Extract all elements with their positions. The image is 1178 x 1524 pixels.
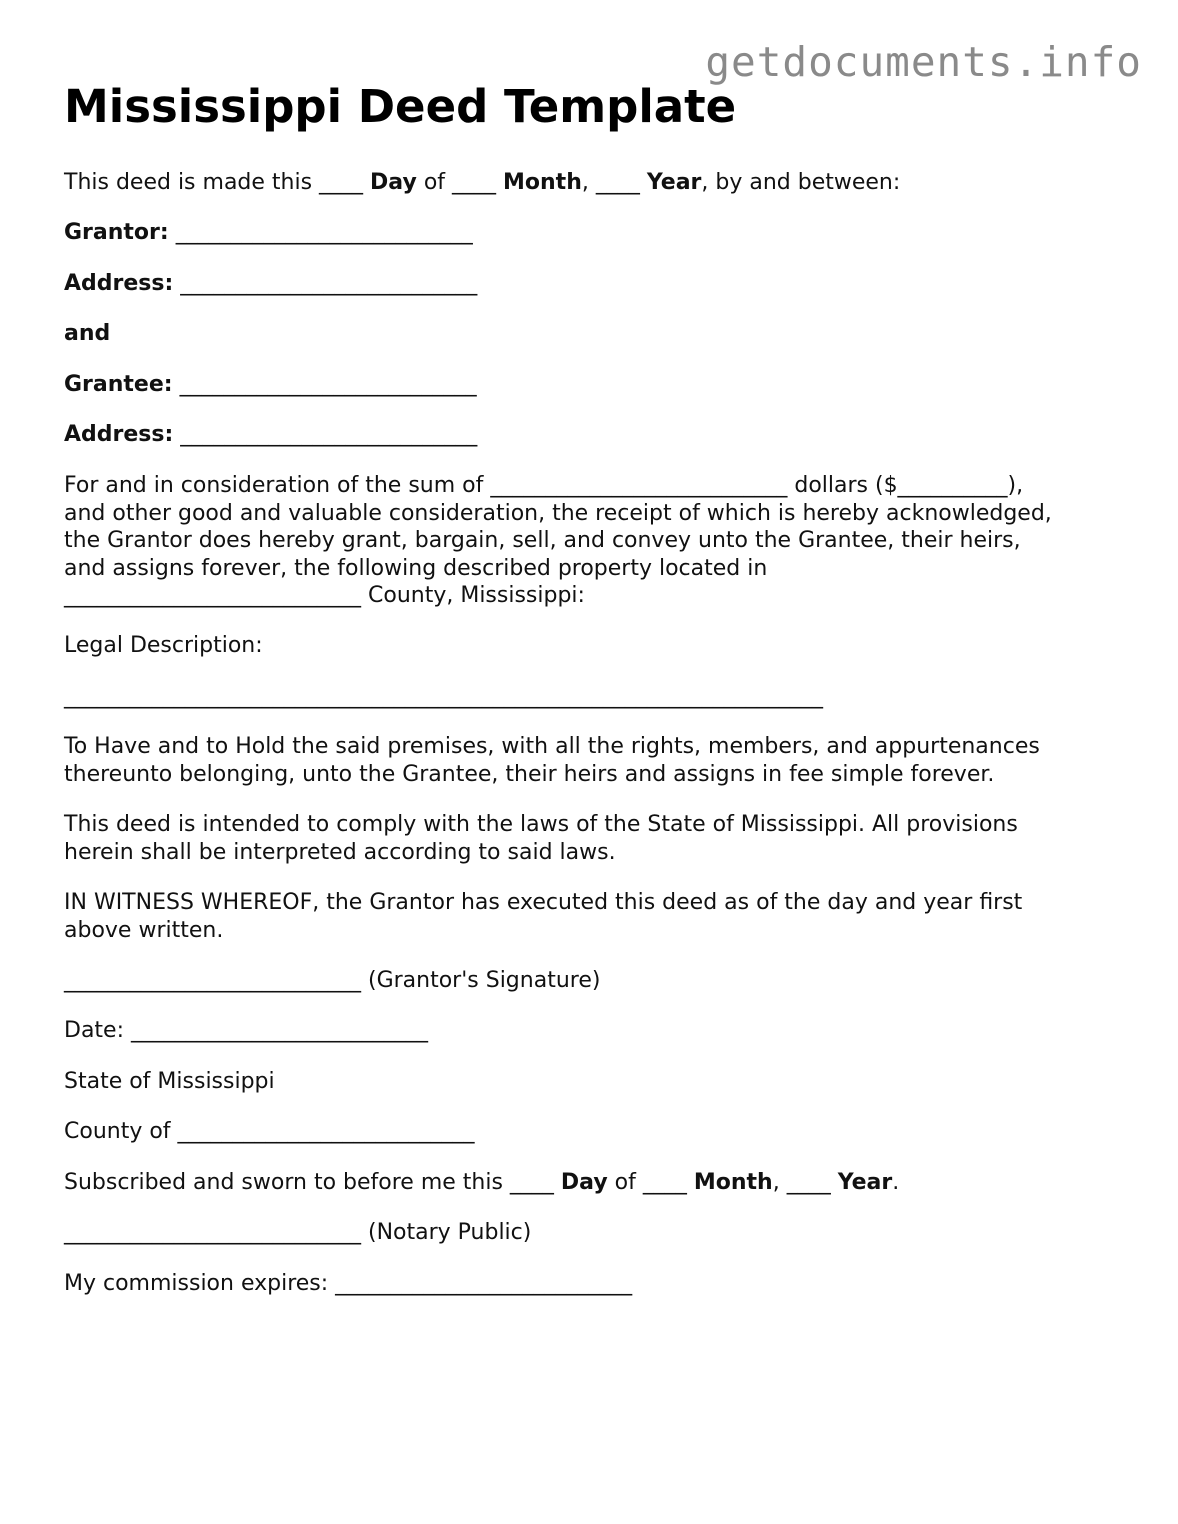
- legal-description-label: Legal Description:: [64, 633, 263, 658]
- date-line: Date: ___________________________: [64, 1018, 428, 1043]
- and-label: and: [64, 321, 111, 346]
- year-label: Year: [837, 1170, 893, 1195]
- state-line: State of Mississippi: [64, 1069, 275, 1094]
- grantee-address-label: Address:: [64, 422, 174, 447]
- intro-text: This deed is made this ____: [64, 170, 371, 195]
- grantor-address-label: Address:: [64, 271, 174, 296]
- habendum-paragraph: [64, 733, 1124, 788]
- grantor-field: [64, 219, 473, 247]
- grantee-address-blank: ___________________________: [173, 422, 478, 447]
- month-label: Month: [503, 170, 582, 195]
- grantor-signature-line: ___________________________ (Grantor's Signature): [64, 968, 601, 993]
- sworn-text: of ____: [607, 1170, 694, 1195]
- intro-text: , by and between:: [701, 170, 901, 195]
- consideration-line: and other good and valuable consideration, the receipt of which is hereby acknowledged,: [64, 500, 1052, 526]
- sworn-line: [64, 1169, 899, 1197]
- year-label: Year: [646, 170, 702, 195]
- and-line: [64, 320, 110, 348]
- day-label: Day: [560, 1170, 608, 1195]
- notary-signature-line: ___________________________ (Notary Public): [64, 1220, 532, 1245]
- witness-line: above written.: [64, 917, 224, 943]
- grantee-field: [64, 371, 477, 399]
- grantee-label: Grantee:: [64, 372, 173, 397]
- witness-paragraph: [64, 889, 1124, 944]
- habendum-line: To Have and to Hold the said premises, with all the rights, members, and appurtenances: [64, 734, 1040, 759]
- compliance-line: This deed is intended to comply with the laws of the State of Mississippi. All provisions: [64, 812, 1018, 837]
- legal-description-blank: _____________________________________________________________________: [64, 684, 823, 709]
- sworn-text: .: [892, 1170, 900, 1195]
- compliance-line: herein shall be interpreted according to said laws.: [64, 839, 616, 865]
- sworn-text: , ____: [772, 1170, 838, 1195]
- consideration-line: and assigns forever, the following described property located in: [64, 555, 768, 581]
- grantee-blank: ___________________________: [172, 372, 477, 397]
- intro-text: , ____: [581, 170, 647, 195]
- witness-line: IN WITNESS WHEREOF, the Grantor has executed this deed as of the day and year first: [64, 890, 1023, 915]
- consideration-line: For and in consideration of the sum of ___________________________ dollars ($__________),: [64, 473, 1024, 498]
- consideration-line: ___________________________ County, Mississippi:: [64, 583, 585, 608]
- intro-line: [64, 169, 900, 197]
- commission-line: My commission expires: ___________________________: [64, 1271, 633, 1296]
- sworn-text: Subscribed and sworn to before me this ____: [64, 1170, 561, 1195]
- habendum-line: thereunto belonging, unto the Grantee, their heirs and assigns in fee simple forever.: [64, 761, 995, 787]
- day-label: Day: [370, 170, 417, 195]
- grantor-blank: ___________________________: [168, 220, 473, 245]
- intro-text: of ____: [416, 170, 504, 195]
- grantor-address-blank: ___________________________: [173, 271, 478, 296]
- compliance-paragraph: [64, 811, 1124, 866]
- grantee-address-field: [64, 421, 477, 449]
- county-line: County of ___________________________: [64, 1119, 475, 1144]
- consideration-line: the Grantor does hereby grant, bargain, sell, and convey unto the Grantee, their heirs,: [64, 528, 1021, 553]
- consideration-paragraph: [64, 472, 1124, 610]
- document-title: Mississippi Deed Template: [64, 80, 737, 133]
- grantor-label: Grantor:: [64, 220, 169, 245]
- watermark: getdocuments.info: [705, 38, 1142, 86]
- grantor-address-field: [64, 270, 477, 298]
- month-label: Month: [693, 1170, 773, 1195]
